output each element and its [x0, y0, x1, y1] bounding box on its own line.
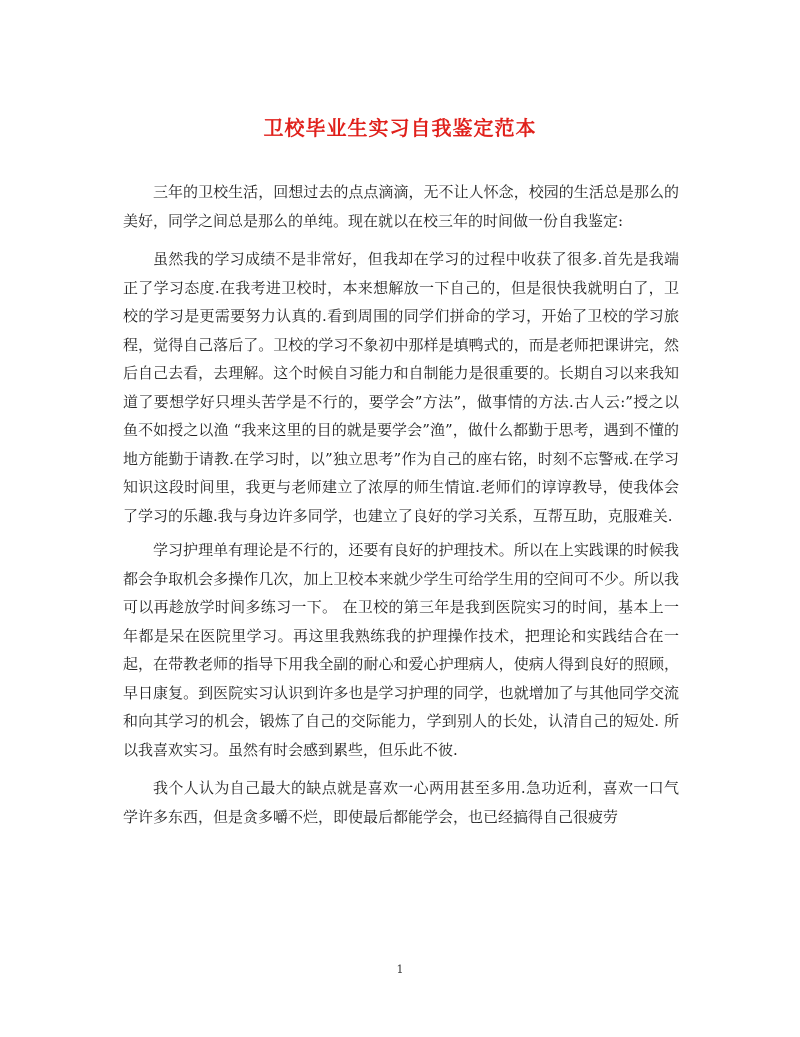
- paragraph-shortcomings: 我个人认为自己最大的缺点就是喜欢一心两用甚至多用.急功近利，喜欢一口气学许多东西，但是贪多嚼不烂，即使最后都能学会，也已经搞得自己很疲劳: [123, 779, 679, 826]
- document-title: 卫校毕业生实习自我鉴定范本: [263, 116, 537, 140]
- paragraph-intro: 三年的卫校生活，回想过去的点点滴滴，无不让人怀念，校园的生活总是那么的美好，同学之间总是那么的单纯。现在就以在校三年的时间做一份自我鉴定:: [123, 183, 679, 230]
- paragraph-practice: 学习护理单有理论是不行的，还要有良好的护理技术。所以在上实践课的时候我都会争取机会多操作几次，加上卫校本来就少学生可给学生用的空间可不少。所以我可以再趁放学时间多练习一下。 在卫校的第三年是我到医院实习的时间，基本上一年都是呆在医院里学习。再这里我熟练我的护理操作技术，把理论和实践结合在一起，在带教老师的指导下用我全副的耐心和爱心护理病人，使病人得到良好的照顾，早日康复。到医院实习认识到许多也是学习护理的同学，也就增加了与其他同学交流和向其学习的机会，锻炼了自己的交际能力，学到别人的长处，认清自己的短处. 所以我喜欢实习。虽然有时会感到累些，但乐此不彼.: [123, 541, 679, 759]
- paragraph-study: 虽然我的学习成绩不是非常好，但我却在学习的过程中收获了很多.首先是我端正了学习态度.在我考进卫校时，本来想解放一下自己的，但是很快我就明白了，卫校的学习是更需要努力认真的.看到周围的同学们拼命的学习，开始了卫校的学习旅程，觉得自己落后了。卫校的学习不象初中那样是填鸭式的，而是老师把课讲完，然后自己去看，去理解。这个时候自习能力和自制能力是很重要的。长期自习以来我知道了要想学好只埋头苦学是不行的，要学会”方法”，做事情的方法.古人云:”授之以鱼不如授之以渔 “我来这里的目的就是要学会”渔”，做什么都勤于思考，遇到不懂的地方能勤于请教.在学习时，以”独立思考”作为自己的座右铭，时刻不忘警戒.在学习知识这段时间里，我更与老师建立了浓厚的师生情谊.老师们的谆谆教导，使我体会了学习的乐趣.我与身边许多同学，也建立了良好的学习关系，互帮互助，克服难关.: [123, 250, 679, 525]
- page-number: 1: [396, 963, 404, 976]
- document-body: [123, 178, 679, 837]
